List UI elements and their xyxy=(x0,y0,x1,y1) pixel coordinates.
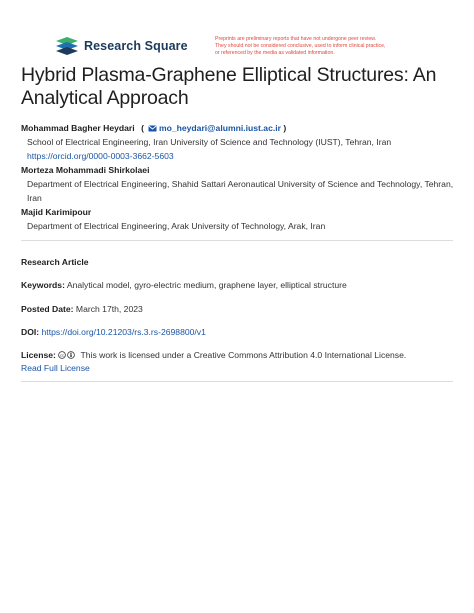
keywords-value: Analytical model, gyro-electric medium, graphene layer, elliptical structure xyxy=(66,280,347,290)
doi-label: DOI: xyxy=(21,327,40,337)
brand-name: Research Square xyxy=(84,39,188,53)
disclaimer-line: or referenced by the media as validated information. xyxy=(215,50,335,56)
research-square-logo-icon xyxy=(56,37,78,55)
article-type-label: Research Article xyxy=(21,257,89,267)
author-email-link[interactable]: mo_heydari@alumni.iust.ac.ir xyxy=(158,123,281,133)
orcid-link-row xyxy=(21,149,461,163)
posted-date-row xyxy=(21,303,461,316)
author-name: Majid Karimipour xyxy=(21,207,92,217)
author-name: Morteza Mohammadi Shirkolaei xyxy=(21,165,150,175)
envelope-icon xyxy=(148,125,157,132)
license-label: License: xyxy=(21,350,56,360)
posted-date-value: March 17th, 2023 xyxy=(75,304,143,314)
read-full-license-link[interactable]: Read Full License xyxy=(21,363,90,373)
author-affiliation: School of Electrical Engineering, Iran University of Science and Technology (IUST), Tehran, Iran xyxy=(27,137,392,147)
doi-row xyxy=(21,326,461,339)
creative-commons-icon xyxy=(58,351,78,359)
divider xyxy=(21,381,453,382)
title-line: Analytical Approach xyxy=(21,87,189,109)
paper-title xyxy=(21,64,461,110)
author-entry xyxy=(21,205,461,219)
title-line: Hybrid Plasma-Graphene Elliptical Structures: An xyxy=(21,64,437,86)
keywords-row xyxy=(21,279,461,292)
author-entry xyxy=(21,163,461,177)
posted-date-label: Posted Date: xyxy=(21,304,74,314)
disclaimer-line: Preprints are preliminary reports that have not undergone peer review. xyxy=(215,36,377,42)
keywords-label: Keywords: xyxy=(21,280,65,290)
author-name: Mohammad Bagher Heydari xyxy=(21,123,135,133)
license-text: This work is licensed under a Creative Commons Attribution 4.0 International License. xyxy=(80,350,407,360)
author-list xyxy=(21,121,461,233)
doi-link[interactable]: https://doi.org/10.21203/rs.3.rs-2698800/v1 xyxy=(41,327,206,337)
research-square-logo[interactable] xyxy=(56,37,188,55)
header xyxy=(56,36,436,60)
author-affiliation: Department of Electrical Engineering, Shahid Sattari Aeronautical University of Science and Technology, Tehran, Iran xyxy=(27,179,454,203)
svg-text:cc: cc xyxy=(60,352,65,358)
paren-open: ( xyxy=(141,123,144,133)
author-entry xyxy=(21,121,461,135)
preprint-disclaimer xyxy=(215,36,435,57)
article-type xyxy=(21,256,461,269)
divider xyxy=(21,240,453,241)
license-row xyxy=(21,349,461,375)
orcid-link[interactable]: https://orcid.org/0000-0003-3662-5603 xyxy=(27,151,174,161)
paren-close: ) xyxy=(283,123,287,133)
disclaimer-line: They should not be considered conclusive, used to inform clinical practice, xyxy=(215,43,386,49)
author-affiliation: Department of Electrical Engineering, Arak University of Technology, Arak, Iran xyxy=(27,221,326,231)
